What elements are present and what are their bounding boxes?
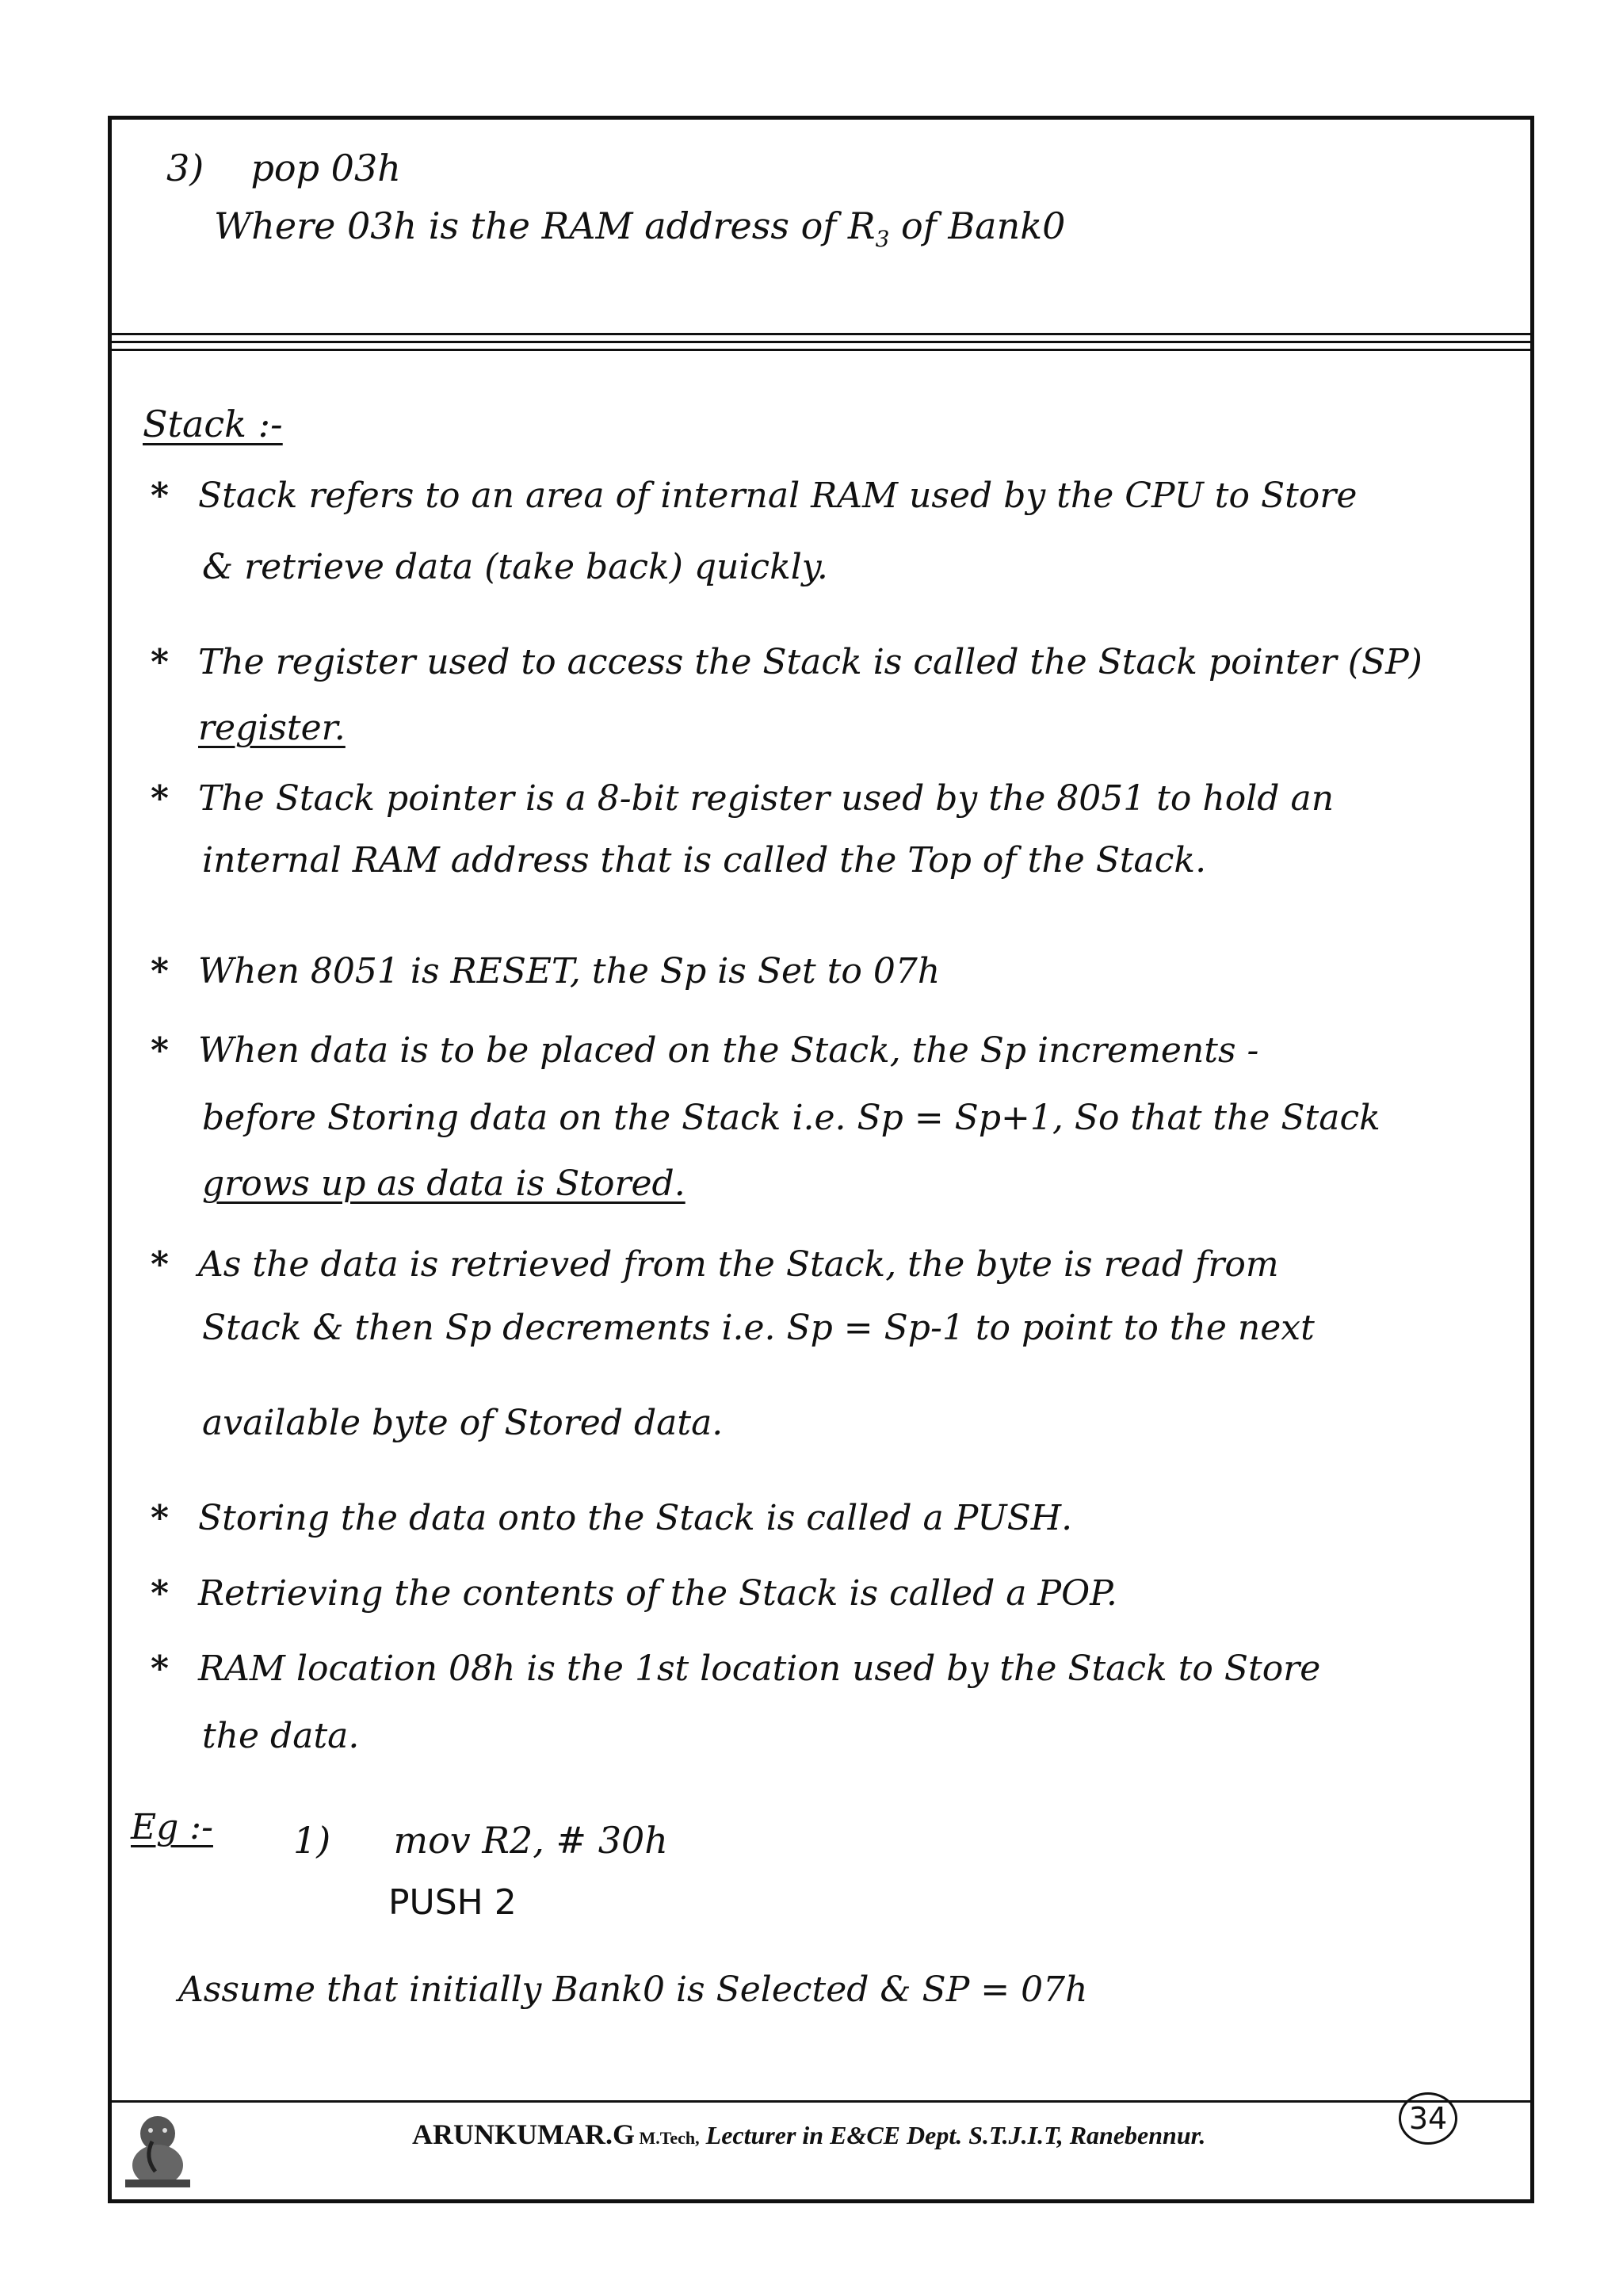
bullet-star-icon: * — [151, 1030, 170, 1071]
bullet-5-text-2: before Storing data on the Stack i.e. Sp = Sp+1, So that the Stack — [202, 1098, 1381, 1138]
bullet-6-text-1: As the data is retrieved from the Stack, the byte is read from — [198, 1244, 1279, 1285]
bullet-5-line-3 — [202, 1163, 685, 1204]
author-name: ARUNKUMAR.G — [412, 2118, 635, 2150]
bullet-6-text-2: Stack & then Sp decrements i.e. Sp = Sp-1 to point to the next — [202, 1308, 1315, 1348]
bullet-9-text-1: RAM location 08h is the 1st location used by the Stack to Store — [198, 1648, 1321, 1689]
bullet-1-text-2: & retrieve data (take back) quickly. — [202, 547, 828, 587]
bullet-3-text-2: internal RAM address that is called the Top of the Stack. — [202, 840, 1207, 881]
top-box-divider-2 — [108, 341, 1534, 343]
bullet-1-text-1: Stack refers to an area of internal RAM used by the CPU to Store — [198, 476, 1358, 516]
bullet-star-icon: * — [151, 1498, 170, 1538]
note-prefix: Where 03h is the RAM address of R — [214, 204, 876, 247]
bullet-8-text-1: Retrieving the contents of the Stack is called a POP. — [198, 1573, 1117, 1614]
note-suffix: of Bank0 — [889, 204, 1066, 247]
bullet-9-text-2: the data. — [202, 1716, 360, 1756]
top-box-divider-3 — [108, 349, 1534, 351]
bullet-7-line-1 — [151, 1498, 1072, 1538]
bullet-6-line-3 — [202, 1403, 723, 1443]
top-item-number: 3) — [166, 147, 204, 189]
bullet-4-line-1 — [151, 951, 940, 991]
bullet-6-text-3: available byte of Stored data. — [202, 1403, 724, 1443]
bullet-4-text-1: When 8051 is RESET, the Sp is Set to 07h — [198, 951, 941, 991]
bullet-2-line-2 — [198, 708, 346, 748]
bullet-3-line-1 — [151, 778, 1334, 819]
bullet-5-line-1 — [151, 1030, 1258, 1071]
ganesha-emblem-icon — [120, 2110, 195, 2189]
example-assumption — [178, 1969, 1087, 2010]
example-instruction-2: PUSH 2 — [388, 1882, 517, 1923]
bullet-star-icon: * — [151, 951, 170, 991]
bullet-6-line-1 — [151, 1244, 1279, 1285]
example-label — [131, 1807, 213, 1847]
example-instruction-1: mov R2, # 30h — [393, 1819, 668, 1862]
example-item-number: 1) — [293, 1819, 331, 1862]
example-line-1 — [293, 1819, 668, 1862]
bullet-5-line-2 — [202, 1098, 1381, 1138]
author-role: Lecturer in E&CE Dept. S.T.J.I.T, Ranebennur. — [699, 2121, 1206, 2149]
bullet-3-text-1: The Stack pointer is a 8-bit register used by the 8051 to hold an — [198, 778, 1335, 819]
top-box-instruction-line — [166, 147, 401, 189]
bullet-5-text-1: When data is to be placed on the Stack, the Sp increments - — [198, 1030, 1259, 1071]
example-assumption-text: Assume that initially Bank0 is Selected & SP = 07h — [178, 1969, 1088, 2010]
bullet-star-icon: * — [151, 1573, 170, 1614]
bullet-star-icon: * — [151, 1648, 170, 1689]
top-instruction: pop 03h — [250, 147, 401, 189]
page-number: 34 — [1399, 2092, 1457, 2145]
bullet-7-text-1: Storing the data onto the Stack is called a PUSH. — [198, 1498, 1073, 1538]
example-label-text: Eg :- — [131, 1807, 213, 1847]
footer-divider — [108, 2100, 1534, 2103]
example-line-2 — [388, 1882, 517, 1923]
bullet-5-text-3: grows up as data is Stored. — [202, 1163, 685, 1204]
page-border — [108, 116, 1534, 2203]
footer-author — [412, 2118, 1205, 2151]
bullet-9-line-1 — [151, 1648, 1320, 1689]
section-heading — [143, 403, 283, 445]
note-subscript: 3 — [875, 226, 890, 253]
top-box-divider-1 — [108, 333, 1534, 335]
stack-heading-text: Stack :- — [143, 403, 283, 445]
bullet-1-line-1 — [151, 476, 1357, 516]
bullet-2-text-1: The register used to access the Stack is called the Stack pointer (SP) — [198, 642, 1423, 682]
bullet-6-line-2 — [202, 1308, 1315, 1348]
author-degree: M.Tech, — [634, 2128, 700, 2148]
bullet-2-line-1 — [151, 642, 1423, 682]
bullet-1-line-2 — [202, 547, 828, 587]
bullet-star-icon: * — [151, 476, 170, 516]
bullet-star-icon: * — [151, 642, 170, 682]
bullet-star-icon: * — [151, 778, 170, 819]
top-box-note — [214, 204, 1065, 252]
bullet-9-line-2 — [202, 1716, 359, 1756]
bullet-star-icon: * — [151, 1244, 170, 1285]
bullet-2-text-2: register. — [198, 708, 346, 748]
bullet-3-line-2 — [202, 840, 1206, 881]
bullet-8-line-1 — [151, 1573, 1117, 1614]
